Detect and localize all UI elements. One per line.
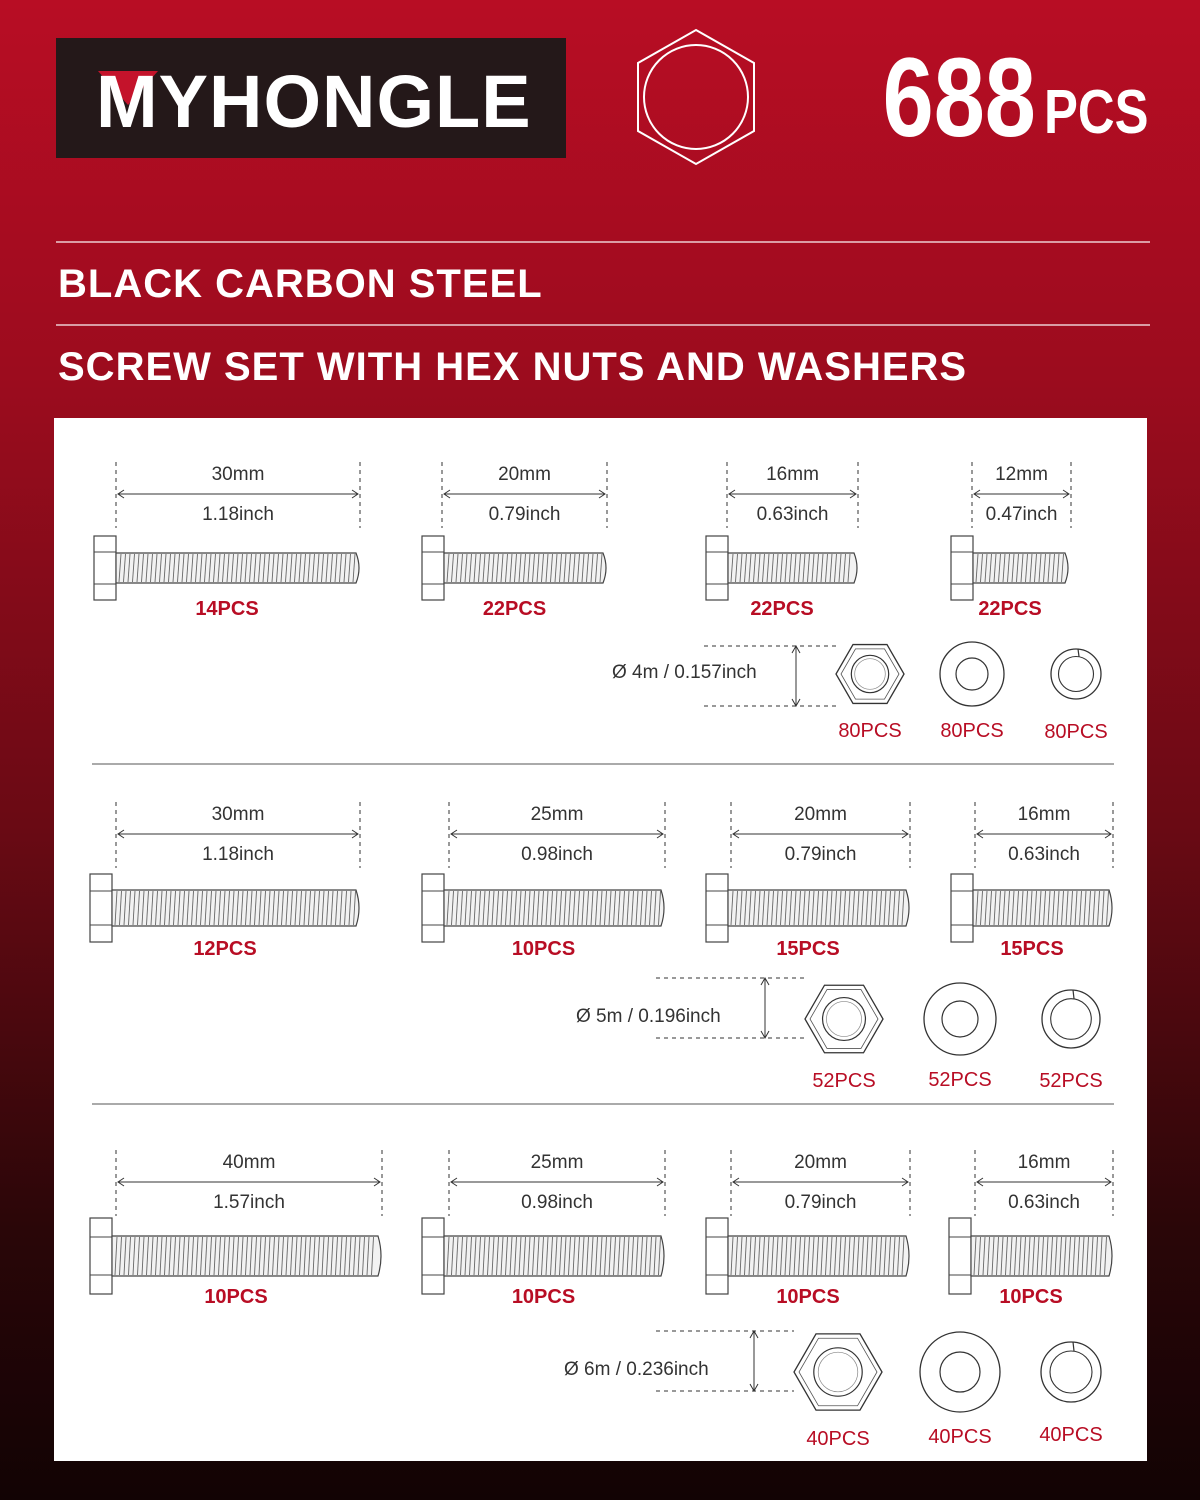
hex-bolt-icon: [951, 536, 973, 600]
bolt-shaft: [444, 890, 664, 926]
total-count: 688: [882, 35, 1036, 160]
hex-bolt-icon: [422, 1218, 444, 1294]
hex-bolt-icon: [422, 874, 444, 942]
bolt-length-inch: 1.18inch: [202, 504, 274, 525]
bolt-length-inch: 1.18inch: [202, 844, 274, 865]
bolt-length-inch: 0.79inch: [784, 1192, 857, 1213]
hex-nut-quantity: 40PCS: [806, 1428, 870, 1450]
bolt-quantity: 22PCS: [750, 598, 814, 620]
lock-washer-bore: [1050, 1351, 1092, 1393]
hex-nut-icon: [836, 645, 904, 704]
bolt-length-mm: 30mm: [211, 804, 265, 825]
bolt-quantity: 15PCS: [1000, 938, 1064, 960]
lock-washer-quantity: 40PCS: [1039, 1424, 1103, 1446]
hex-nut-icon: [805, 985, 883, 1053]
bolt-length-inch: 0.79inch: [488, 504, 561, 525]
bolt-quantity: 14PCS: [195, 598, 259, 620]
bolt-length-mm: 25mm: [530, 804, 584, 825]
product-panel: [54, 418, 1147, 1461]
bolt-quantity: 12PCS: [193, 938, 257, 960]
hex-nut-quantity: 80PCS: [838, 720, 902, 742]
bolt-quantity: 15PCS: [776, 938, 840, 960]
hex-bolt-icon: [94, 536, 116, 600]
hex-bolt-icon: [706, 536, 728, 600]
bolt-length-inch: 1.57inch: [213, 1192, 285, 1213]
bolt-length-mm: 16mm: [1017, 804, 1071, 825]
bolt-length-inch: 0.98inch: [521, 1192, 593, 1213]
total-count-unit: PCS: [1043, 78, 1148, 147]
description-heading: SCREW SET WITH HEX NUTS AND WASHERS: [58, 345, 968, 389]
bolt-length-mm: 16mm: [1017, 1152, 1071, 1173]
bolt-quantity: 10PCS: [204, 1286, 268, 1308]
bolt-length-mm: 16mm: [766, 464, 819, 485]
diameter-label: Ø 4m / 0.157inch: [612, 662, 757, 683]
material-heading: BLACK CARBON STEEL: [58, 262, 543, 306]
bolt-length-inch: 0.47inch: [985, 504, 1058, 525]
bolt-length-inch: 0.63inch: [1008, 1192, 1080, 1213]
flat-washer-bore: [942, 1001, 978, 1037]
divider: [56, 324, 1150, 326]
lock-washer-bore: [1059, 657, 1094, 692]
divider: [56, 241, 1150, 243]
hex-bolt-icon: [422, 536, 444, 600]
flat-washer-bore: [956, 658, 988, 690]
bolt-length-mm: 25mm: [530, 1152, 584, 1173]
bolt-quantity: 22PCS: [978, 598, 1042, 620]
bolt-quantity: 10PCS: [999, 1286, 1063, 1308]
brand-name: MYHONGLE: [96, 60, 532, 143]
bolt-length-inch: 0.63inch: [1008, 844, 1080, 865]
hex-bolt-icon: [949, 1218, 971, 1294]
diameter-label: Ø 6m / 0.236inch: [564, 1359, 709, 1380]
hex-nut-logo-icon: [632, 26, 760, 170]
flat-washer-quantity: 40PCS: [928, 1426, 992, 1448]
bolt-length-inch: 0.79inch: [784, 844, 857, 865]
hex-bolt-icon: [706, 1218, 728, 1294]
bolt-shaft: [728, 553, 857, 583]
lock-washer-quantity: 52PCS: [1039, 1070, 1103, 1092]
bolt-length-mm: 20mm: [794, 804, 847, 825]
bolt-length-mm: 20mm: [794, 1152, 847, 1173]
bolt-length-inch: 0.98inch: [521, 844, 593, 865]
lock-washer-bore: [1051, 999, 1092, 1040]
bolt-shaft: [444, 1236, 664, 1276]
hex-nut-quantity: 52PCS: [812, 1070, 876, 1092]
hex-bolt-icon: [706, 874, 728, 942]
bolt-length-mm: 12mm: [995, 464, 1048, 485]
lock-washer-quantity: 80PCS: [1044, 721, 1108, 743]
hex-bolt-icon: [90, 874, 112, 942]
bolt-quantity: 10PCS: [511, 938, 576, 960]
bolt-length-inch: 0.63inch: [756, 504, 829, 525]
bolt-quantity: 22PCS: [482, 598, 547, 620]
flat-washer-quantity: 80PCS: [940, 720, 1004, 742]
bolt-length-mm: 40mm: [222, 1152, 276, 1173]
hex-bolt-icon: [90, 1218, 112, 1294]
flat-washer-bore: [940, 1352, 980, 1392]
diameter-label: Ø 5m / 0.196inch: [576, 1006, 721, 1027]
bolt-quantity: 10PCS: [776, 1286, 840, 1308]
hex-nut-icon: [794, 1334, 882, 1410]
bolt-length-mm: 30mm: [211, 464, 265, 485]
bolt-quantity: 10PCS: [511, 1286, 576, 1308]
hex-bolt-icon: [951, 874, 973, 942]
flat-washer-quantity: 52PCS: [928, 1069, 992, 1091]
bolt-length-mm: 20mm: [498, 464, 551, 485]
